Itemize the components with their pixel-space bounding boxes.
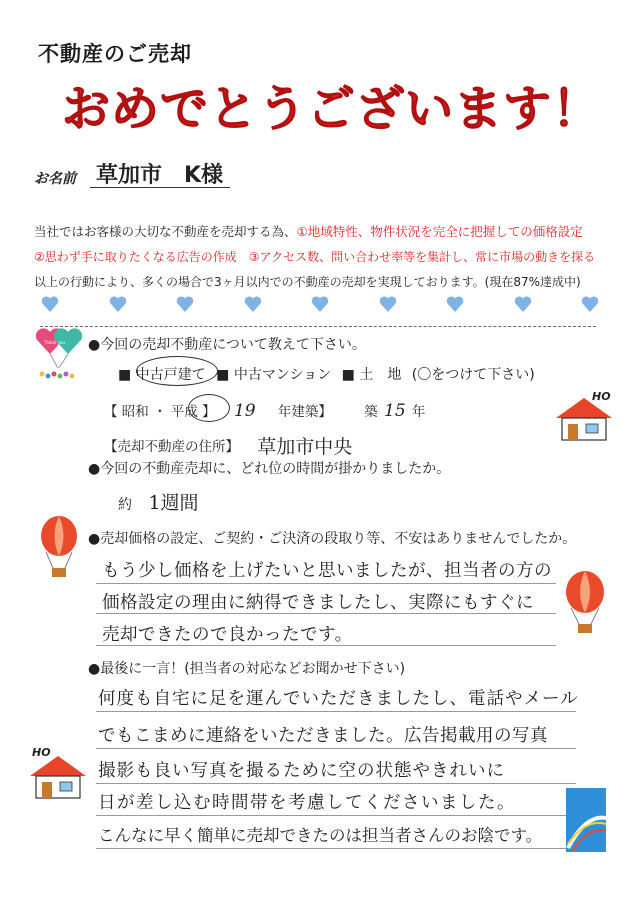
build-year-row <box>104 400 425 421</box>
age-value: 15 <box>384 401 406 421</box>
heart-icon <box>310 294 330 314</box>
heart-icon <box>513 294 533 314</box>
q3-answer-line-2: 価格設定の理由に納得できましたし、実際にもすぐに <box>102 593 534 613</box>
selected-option-circle <box>136 356 218 386</box>
thank-you-balloons-icon <box>32 322 88 382</box>
heart-icon <box>40 294 60 314</box>
question-3: ●売却価格の設定、ご契約・ご決済の段取り等、不安はありませんでしたか。 <box>88 531 577 547</box>
q4-answer-line-1: 何度も自宅に足を運んでいただきましたし、電話やメール <box>98 689 579 709</box>
heart-icon <box>243 294 263 314</box>
address-label: 【売却不動産の住所】 <box>104 439 239 455</box>
duration-row <box>118 488 199 515</box>
q4-answer-line-3: 撮影も良い写真を撮るために空の状態やきれいに <box>98 761 505 781</box>
house-label: HO <box>32 746 51 759</box>
q3-answer-line-3: 売却できたので良かったです。 <box>102 625 353 645</box>
option-used-condo: ■ 中古マンション <box>216 367 332 383</box>
answer-line <box>96 711 576 712</box>
intro-line-1b: ①地域特性、物件状況を完全に把握しての価格設定 <box>296 224 583 239</box>
heart-icon <box>108 294 128 314</box>
heart-icon <box>445 294 465 314</box>
circle-note: (〇をつけて下さい) <box>411 367 535 383</box>
house-icon <box>26 744 90 804</box>
q4-answer-line-5: こんなに早く簡単に売却できたのは担当者さんのお陰です。 <box>98 826 543 845</box>
intro-line-2: ②思わず手に取りたくなる広告の作成 ③アクセス数、問い合わせ率等を集計し、常に市場の動きを探る <box>34 250 596 264</box>
hearts-row <box>40 294 600 314</box>
customer-name: 草加市 K様 <box>96 163 224 188</box>
q4-answer-line-2: でもこまめに連絡をいただきました。広告掲載用の写真 <box>98 726 548 746</box>
build-year-value: 19 <box>233 401 256 421</box>
house-label: HO <box>592 390 611 403</box>
q4-answer-line-4: 日が差し込む時間帯を考慮してくださいました。 <box>98 793 516 813</box>
rainbow-corner-icon <box>566 788 606 852</box>
answer-line <box>96 748 576 749</box>
name-label: お名前 <box>34 171 76 187</box>
page-subtitle: 不動産のご売却 <box>38 42 192 66</box>
age-label: 築 <box>364 404 378 420</box>
answer-line <box>96 583 556 584</box>
age-unit: 年 <box>411 404 426 420</box>
intro-line-1a: 当社ではお客様の大切な不動産を売却する為、 <box>34 224 297 239</box>
balloon-text: Thank you <box>44 340 65 345</box>
question-1: ●今回の売却不動産について教えて下さい。 <box>88 337 366 353</box>
address-value: 草加市中央 <box>257 436 353 458</box>
option-land: ■ 土 地 <box>341 367 402 383</box>
answer-line <box>96 783 576 784</box>
answer-line <box>96 848 576 849</box>
heart-icon <box>378 294 398 314</box>
address-row <box>104 430 352 457</box>
option-used-house: ■ 中古戸建て <box>118 367 206 383</box>
built-label: 年建築】 <box>277 404 332 420</box>
duration-prefix: 約 <box>118 497 132 513</box>
heart-icon <box>175 294 195 314</box>
section-divider <box>40 326 596 327</box>
house-icon <box>552 388 616 446</box>
intro-line-3: 以上の行動により、多くの場合で3ヶ月以内での不動産の売却を実現しております。(現在87%達成中) <box>34 275 581 289</box>
name-underline <box>90 187 230 188</box>
intro-line-1 <box>34 222 583 240</box>
question-4: ●最後に一言！(担当者の対応などお聞かせ下さい) <box>88 661 406 677</box>
question-2: ●今回の不動産売却に、どれ位の時間が掛かりましたか。 <box>88 461 451 477</box>
era-selected-circle <box>188 394 230 422</box>
heart-icon <box>580 294 600 314</box>
page-title: おめでとうございます！ <box>62 81 602 137</box>
hot-air-balloon-icon <box>560 566 610 638</box>
answer-line <box>96 815 576 816</box>
hot-air-balloon-icon <box>36 512 82 582</box>
duration-answer: 1週間 <box>148 492 199 514</box>
era-label: 【 昭和 ・ 平成 】 <box>104 404 216 420</box>
q3-answer-line-1: もう少し価格を上げたいと思いましたが、担当者の方の <box>102 561 552 581</box>
